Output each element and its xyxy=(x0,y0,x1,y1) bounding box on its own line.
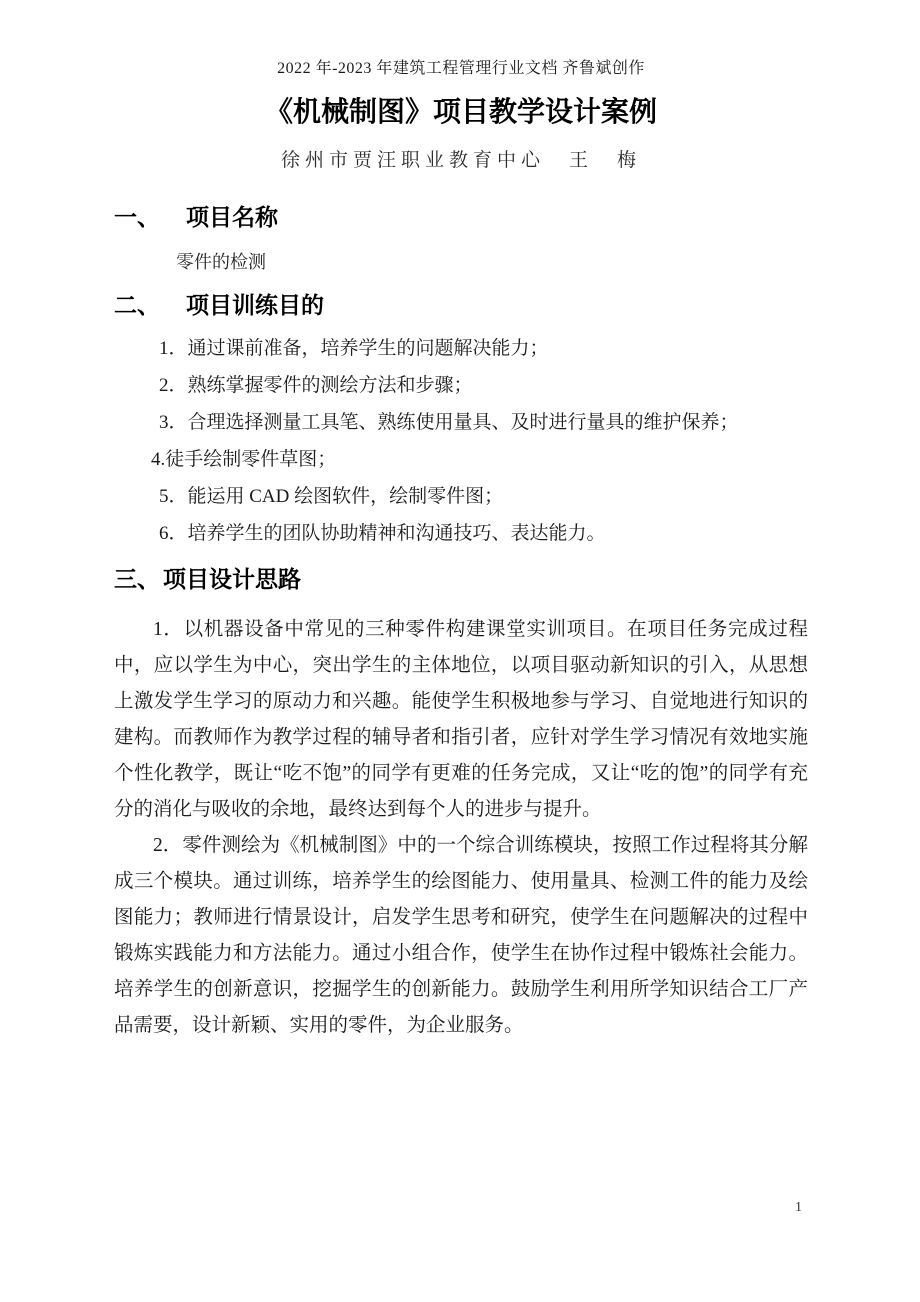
document-title: 《机械制图》项目教学设计案例 xyxy=(264,97,657,128)
section-heading-training-goals xyxy=(114,290,808,322)
page-number: 1 xyxy=(795,1200,802,1215)
document-subtitle: 徐州市贾汪职业教育中心 王 梅 xyxy=(280,150,641,171)
paragraph: 1．以机器设备中常见的三种零件构建课堂实训项目。在项目任务完成过程中，应以学生为中心，突出学生的主体地位，以项目驱动新知识的引入，从思想上激发学生学习的原动力和兴趣。能使学生积极地参与学习、自觉地进行知识的建构。而教师作为教学过程的辅导者和指引者，应针对学生学习情况有效地实施个性化教学，既让“吃不饱”的同学有更难的任务完成，又让“吃的饱”的同学有充分的消化与吸收的余地，最终达到每个人的进步与提升。 xyxy=(114,619,808,820)
training-goals-list xyxy=(114,330,808,552)
section-number: 三、 xyxy=(114,567,160,592)
section-heading-project-name xyxy=(114,202,808,234)
section-title: 项目设计思路 xyxy=(163,567,301,592)
list-item: 1．通过课前准备，培养学生的问题解决能力； xyxy=(159,338,549,359)
list-item: 2．熟练掌握零件的测绘方法和步骤； xyxy=(159,375,473,396)
list-item: 5．能运用 CAD 绘图软件，绘制零件图； xyxy=(159,486,504,507)
section-title: 项目训练目的 xyxy=(186,293,324,318)
section-heading-design-approach xyxy=(114,564,808,596)
paragraph: 2．零件测绘为《机械制图》中的一个综合训练模块，按照工作过程将其分解成三个模块。通过训练，培养学生的绘图能力、使用量具、检测工件的能力及绘图能力；教师进行情景设计，启发学生思考和研究，使学生在问题解决的过程中锻炼实践能力和方法能力。通过小组合作，使学生在协作过程中锻炼社会能力。培养学生的创新意识，挖掘学生的创新能力。鼓励学生利用所学知识结合工厂产品需要，设计新颖、实用的零件，为企业服务。 xyxy=(114,835,808,1036)
section-title: 项目名称 xyxy=(186,205,278,230)
list-item: 6．培养学生的团队协助精神和沟通技巧、表达能力。 xyxy=(159,523,606,544)
list-item: 4.徒手绘制零件草图； xyxy=(151,449,337,470)
design-approach-body xyxy=(114,612,808,1044)
section-number: 一、 xyxy=(114,205,160,230)
project-name-body: 零件的检测 xyxy=(176,252,266,272)
section-number: 二、 xyxy=(114,293,160,318)
document-header-note: 2022 年-2023 年建筑工程管理行业文档 齐鲁斌创作 xyxy=(277,60,645,77)
list-item: 3．合理选择测量工具笔、熟练使用量具、及时进行量具的维护保养； xyxy=(159,412,739,433)
